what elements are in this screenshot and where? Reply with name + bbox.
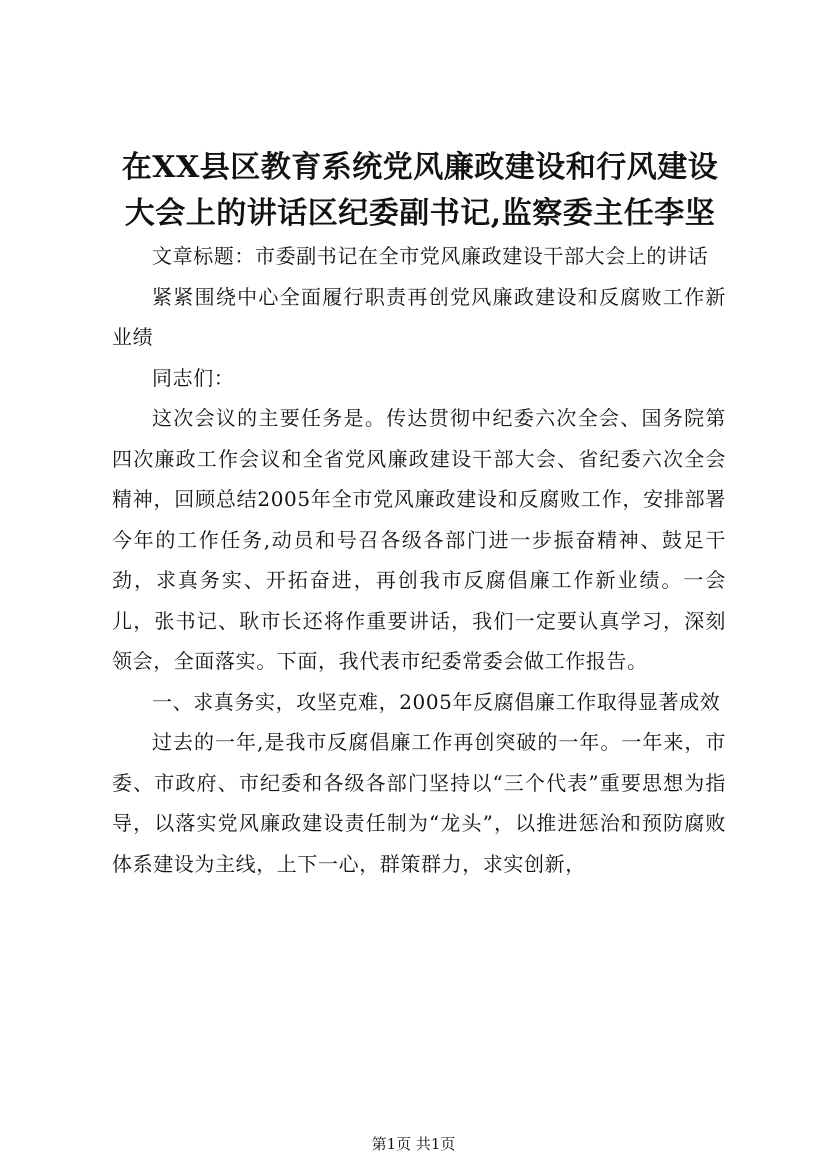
paragraph-intro: 这次会议的主要任务是。传达贯彻中纪委六次全会、国务院第四次廉政工作会议和全省党风廉政建设干部大会、省纪委六次全会精神，回顾总结2005年全市党风廉政建设和反腐败工作，安排部署今年的工作任务,动员和号召各级各部门进一步振奋精神、鼓足干劲，求真务实、开拓奋进，再创我市反腐倡廉工作新业绩。一会儿，张书记、耿市长还将作重要讲话，我们一定要认真学习，深刻领会，全面落实。下面，我代表市纪委常委会做工作报告。 <box>112 406 726 673</box>
paragraph-review: 过去的一年,是我市反腐倡廉工作再创突破的一年。一年来，市委、市政府、市纪委和各级各部门坚持以“三个代表”重要思想为指导，以落实党风廉政建设责任制为“龙头”，以推进惩治和预防腐败体系建设为主线，上下一心，群策群力，求实创新， <box>112 730 726 876</box>
document-body <box>112 236 726 884</box>
paragraph-article-title: 文章标题：市委副书记在全市党风廉政建设干部大会上的讲话 <box>152 244 709 268</box>
document-title: 在XX县区教育系统党风廉政建设和行风建设大会上的讲话区纪委副书记,监察委主任李坚 <box>121 150 719 231</box>
paragraph-subtitle: 紧紧围绕中心全面履行职责再创党风廉政建设和反腐败工作新业绩 <box>112 284 726 349</box>
paragraph-section-heading: 一、求真务实，攻坚克难，2005年反腐倡廉工作取得显著成效 <box>152 689 721 714</box>
page-number-footer: 第1页 共1页 <box>371 1135 456 1153</box>
paragraph-salutation: 同志们： <box>152 365 235 390</box>
